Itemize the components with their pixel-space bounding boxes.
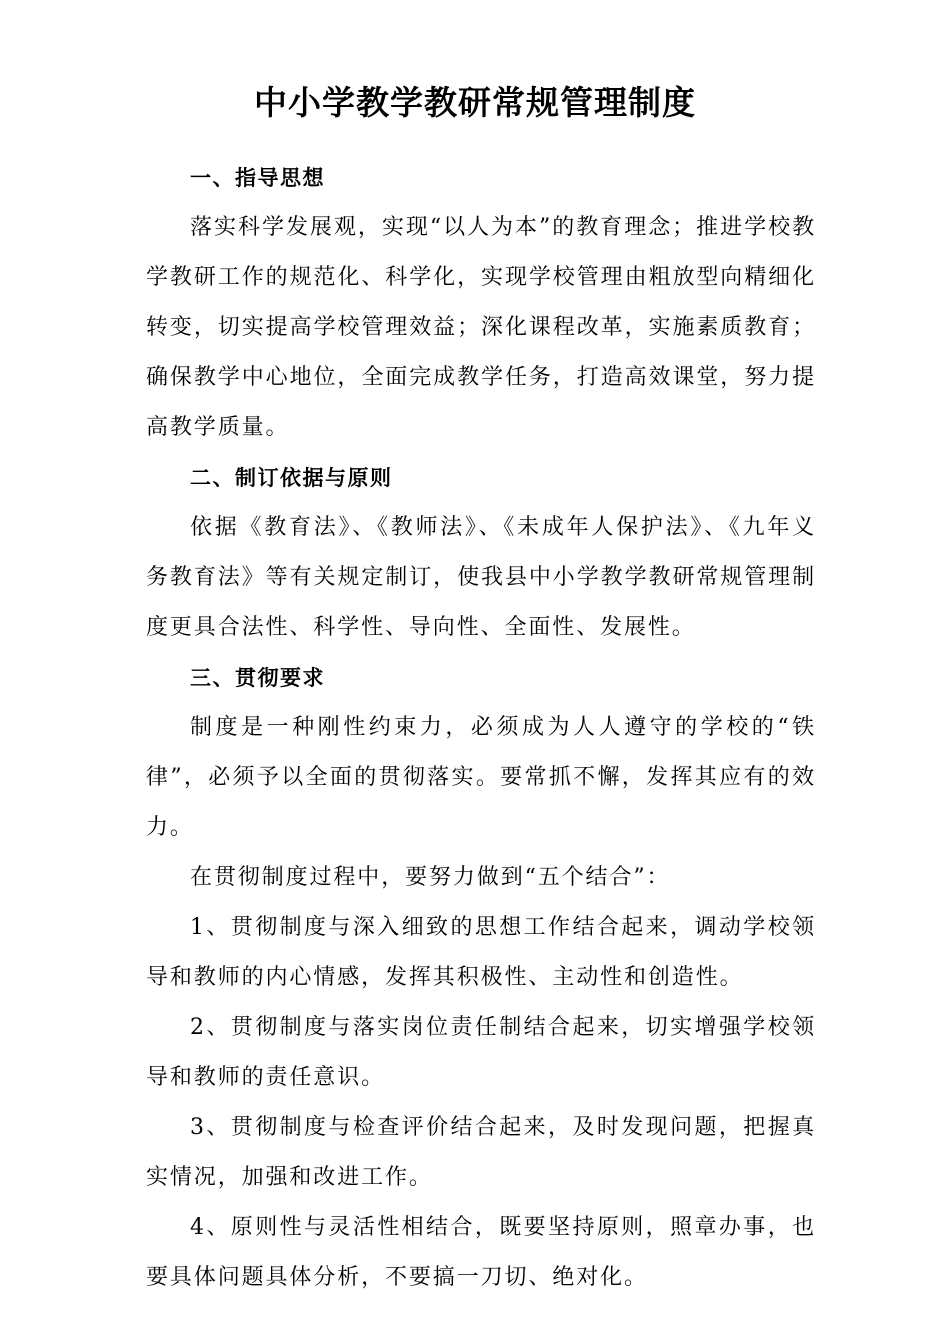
- paragraph: 制度是一种刚性约束力，必须成为人人遵守的学校的“铁律”，必须予以全面的贯彻落实。要常抓不懈，发挥其应有的效力。: [146, 715, 816, 840]
- list-item: 4、原则性与灵活性相结合，既要坚持原则，照章办事，也要具体问题具体分析，不要搞一刀切、绝对化。: [146, 1215, 816, 1290]
- list-item: 2、贯彻制度与落实岗位责任制结合起来，切实增强学校领导和教师的责任意识。: [146, 1015, 816, 1090]
- section-heading-guiding-ideology: 一、指导思想: [190, 166, 325, 190]
- section-heading-basis-and-principles: 二、制订依据与原则: [190, 466, 393, 490]
- document-title: 中小学教学教研常规管理制度: [254, 83, 696, 122]
- list-item: 1、贯彻制度与深入细致的思想工作结合起来，调动学校领导和教师的内心情感，发挥其积极性、主动性和创造性。: [146, 915, 816, 990]
- paragraph: 落实科学发展观，实现“以人为本”的教育理念；推进学校教学教研工作的规范化、科学化，实现学校管理由粗放型向精细化转变，切实提高学校管理效益；深化课程改革，实施素质教育；确保教学中心地位，全面完成教学任务，打造高效课堂，努力提高教学质量。: [146, 215, 816, 440]
- section-heading-implementation-requirements: 三、贯彻要求: [190, 666, 325, 690]
- paragraph: 依据《教育法》、《教师法》、《未成年人保护法》、《九年义务教育法》等有关规定制订，使我县中小学教学教研常规管理制度更具合法性、科学性、导向性、全面性、发展性。: [146, 515, 816, 640]
- list-item: 3、贯彻制度与检查评价结合起来，及时发现问题，把握真实情况，加强和改进工作。: [146, 1115, 816, 1190]
- document-body: [146, 153, 816, 1303]
- paragraph: 在贯彻制度过程中，要努力做到“五个结合”：: [190, 865, 671, 890]
